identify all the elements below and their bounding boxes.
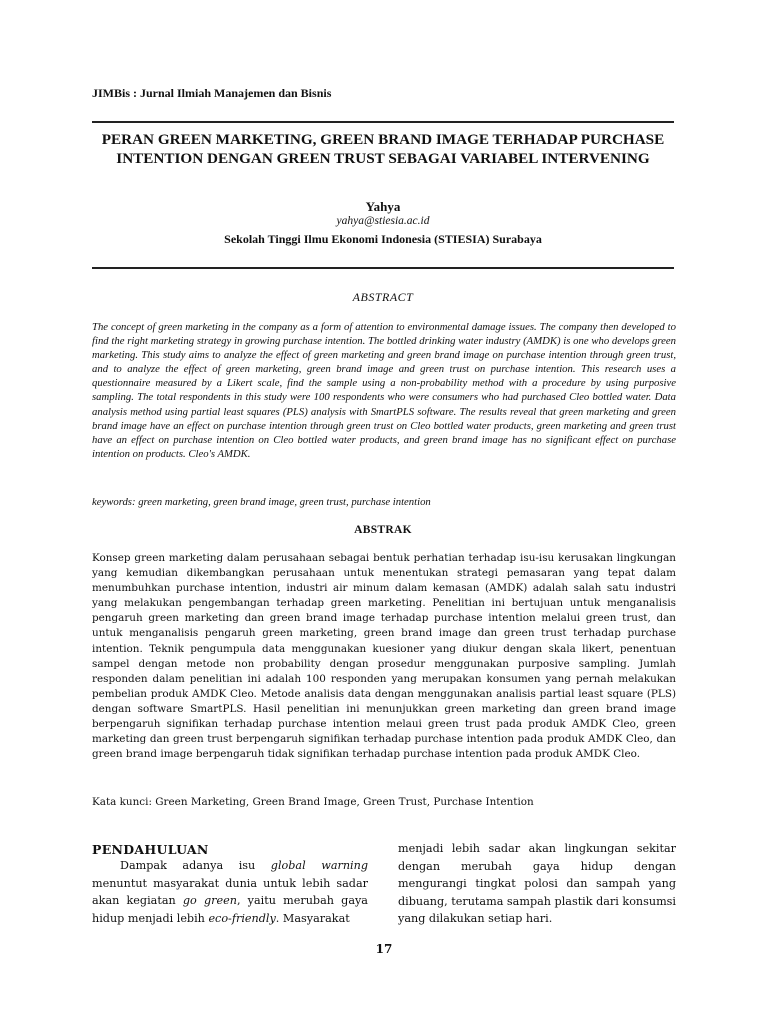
article-title: PERAN GREEN MARKETING, GREEN BRAND IMAGE TERHADAP PURCHASE INTENTION DENGAN GREEN TRUST SEBAGAI VARIABEL INTERVENING bbox=[101, 131, 665, 167]
top-rule bbox=[92, 121, 674, 123]
keywords-english: keywords: green marketing, green brand image, green trust, purchase intention bbox=[92, 496, 431, 508]
body-text: , yaitu merubah gaya hidup menjadi lebih bbox=[92, 894, 368, 925]
author-email: yahya@stiesia.ac.id bbox=[336, 215, 430, 227]
keywords-indonesian: Kata kunci: Green Marketing, Green Brand Image, Green Trust, Purchase Intention bbox=[92, 796, 534, 808]
body-italic-term: go green bbox=[182, 894, 237, 908]
page-number: 17 bbox=[375, 942, 393, 956]
header-bottom-rule bbox=[92, 267, 674, 269]
body-italic-term: eco-friendly bbox=[208, 911, 276, 925]
author-affiliation: Sekolah Tinggi Ilmu Ekonomi Indonesia (STIESIA) Surabaya bbox=[224, 232, 542, 246]
abstrak-heading: ABSTRAK bbox=[354, 524, 412, 536]
author-name: Yahya bbox=[365, 199, 401, 214]
body-text: . Masyarakat bbox=[275, 911, 350, 925]
body-italic-term: global warning bbox=[270, 859, 368, 872]
section-heading: PENDAHULUAN bbox=[92, 842, 209, 857]
abstract-text: The concept of green marketing in the company as a form of attention to environmental damage issues. The company then developed to find the right marketing strategy in growing purchase intention. The bottled drinking water industry (AMDK) is one who develops green marketing. This study aims to analyze the effect of green marketing and green brand image on purchase intention through green trust, and to analyze the effect of green marketing, green brand image and green trust on purchase intention. This research uses a questionnaire measured by a Likert scale, find the sample using a non-probability method with a procedure by using purposive sampling. The total respondents in this study were 100 respondents who were consumers who had purchased Cleo bottled water. Data analysis method using partial least squares (PLS) analysis with SmartPLS software. The results reveal that green marketing and green brand image have an effect on purchase intention through green trust on Cleo bottled water products, green marketing and green trust have an effect on purchase intention on Cleo bottled water products, and green brand image has no significant effect on purchase intention on products. Cleo's AMDK. bbox=[92, 321, 676, 460]
journal-header: JIMBis : Jurnal Ilmiah Manajemen dan Bisnis bbox=[92, 86, 332, 100]
abstrak-text: Konsep green marketing dalam perusahaan sebagai bentuk perhatian terhadap isu-isu kerusakan lingkungan yang kemudian dikembangkan perusahaan untuk menentukan strategi pemasaran yang tepat dalam menumbuhkan purchase intention, industri air minum dalam kemasan (AMDK) adalah salah satu industri yang melakukan pengembangan terhadap green marketing. Penelitian ini bertujuan untuk menganalisis pengaruh green marketing dan green brand image terhadap purchase intention melalui green trust, dan untuk menganalisis pengaruh green marketing, green brand image dan green trust terhadap purchase intention. Teknik pengumpula data menggunakan kuesioner yang diukur dengan skala likert, penentuan sampel dengan metode non probability dengan prosedur menggunakan purposive sampling. Jumlah responden dalam penelitian ini adalah 100 responden yang merupakan konsumen yang pernah melakukan pembelian produk AMDK Cleo. Metode analisis data dengan menggunakan analisis partial least square (PLS) dengan software SmartPLS. Hasil penelitian ini menunjukkan green marketing dan green brand image berpengaruh signifikan terhadap purchase intention melaui green trust pada produk AMDK Cleo, green marketing dan green trust berpengaruh signifikan terhadap purchase intention pada produk AMDK Cleo, dan green brand image berpengaruh tidak signifikan terhadap purchase intention pada produk AMDK Cleo. bbox=[92, 552, 676, 761]
body-left-column bbox=[92, 857, 368, 927]
abstract-heading: ABSTRACT bbox=[352, 290, 414, 304]
body-right-column: menjadi lebih sadar akan lingkungan sekitar dengan merubah gaya hidup dengan mengurangi tingkat polosi dan sampah yang dibuang, terutama sampah plastik dari konsumsi yang dilakukan setiap hari. bbox=[398, 842, 677, 926]
body-text: Dampak adanya isu bbox=[120, 859, 271, 872]
body-text: menuntut masyarakat dunia untuk lebih sadar akan kegiatan bbox=[92, 876, 368, 908]
